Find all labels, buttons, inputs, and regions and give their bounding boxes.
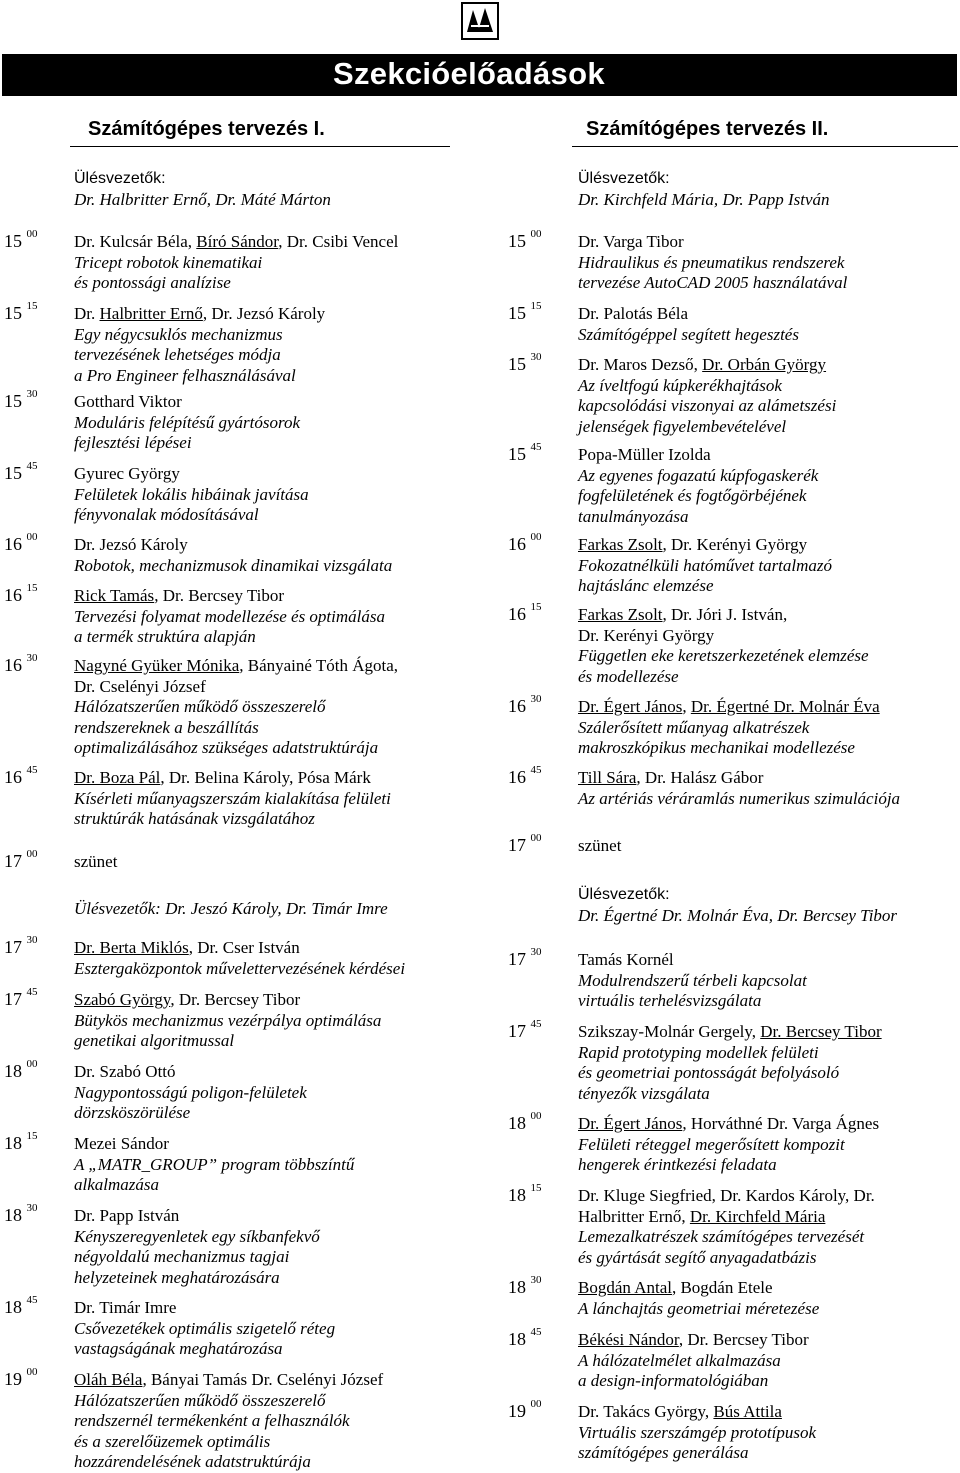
presentation-authors: Till Sára, Dr. Halász Gábor [578,768,764,787]
presentation-authors: Dr. Palotás Béla [578,304,689,323]
session-time [508,693,542,717]
chairs-names: Ülésvezetők: Dr. Jeszó Károly, Dr. Timár Imre [74,899,388,918]
presentation-title: Az artériás véráramlás numerikus szimulációja [578,788,901,808]
presentation-title: Virtuális szerszámgép prototípusok számítógépes generálása [578,1422,817,1462]
presentation-title: A hálózatelmélet alkalmazása a design-informatológiában [578,1350,781,1390]
time-hour: 19 [4,1369,22,1389]
time-hour: 16 [508,767,526,787]
presentation-entry [578,535,958,597]
session-time [4,764,38,788]
session-time [4,652,38,676]
presentation-entry [74,990,494,1052]
session-time [4,1294,38,1318]
presentation-authors: Gyurec György [74,464,180,483]
presentation-entry [578,1022,958,1104]
presentation-authors: Bogdán Antal, Bogdán Etele [578,1278,773,1297]
time-hour: 17 [4,989,22,1009]
session-time [4,848,38,872]
time-hour: 18 [4,1061,22,1081]
presentation-entry [578,232,958,294]
presentation-authors: Tamás Kornél [578,950,674,969]
time-minute: 30 [26,388,38,400]
time-hour: 15 [508,444,526,464]
presentation-authors: Farkas Zsolt, Dr. Jóri J. István, Dr. Kerényi György [578,605,788,645]
presentation-entry [578,1186,958,1268]
presentation-authors: Oláh Béla, Bányai Tamás Dr. Cselényi József [74,1370,384,1389]
time-minute: 15 [530,1182,542,1194]
time-minute: 30 [530,351,542,363]
presentation-entry [578,605,958,687]
time-hour: 17 [508,835,526,855]
chairs-names: Dr. Égertné Dr. Molnár Éva, Dr. Bercsey Tibor [578,906,898,925]
time-minute: 45 [530,764,542,776]
time-hour: 18 [508,1277,526,1297]
session-time [4,228,38,252]
presentation-title: Nagypontosságú poligon-felületek dörzsköszörülése [74,1082,307,1122]
presentation-title: Tricept robotok kinematikai és pontossági analízise [74,252,263,292]
time-hour: 18 [4,1133,22,1153]
time-hour: 18 [508,1329,526,1349]
presentation-title: Tervezési folyamat modellezése és optimálása a termék struktúra alapján [74,606,385,646]
presentation-entry [74,392,494,454]
presentation-title: A lánchajtás geometriai méretezése [578,1298,820,1318]
presentation-title: Lemezalkatrészek számítógépes tervezését és gyártását segítő anyagadatbázis [578,1227,865,1267]
time-minute: 30 [530,1274,542,1286]
time-hour: 19 [508,1401,526,1421]
presentation-title: Egy négycsuklós mechanizmus tervezésének lehetséges módja a Pro Engineer felhasználásával [74,324,296,385]
presentation-authors: Gotthard Viktor [74,392,182,411]
time-minute: 30 [26,934,38,946]
presentation-title: Az íveltfogú kúpkerékhajtások kapcsolódási viszonyai az alámetszési jelenségek figyelembevételével [578,375,837,436]
presentation-title: Független eke keretszerkezetének elemzése és modellezése [578,646,869,686]
presentation-authors: szünet [578,836,622,855]
presentation-entry [578,355,958,437]
presentation-entry [578,1330,958,1392]
time-minute: 30 [530,693,542,705]
time-hour: 18 [4,1205,22,1225]
presentation-title: Kísérleti műanyagszerszám kialakítása felületi struktúrák hatásának vizsgálatához [74,788,391,828]
time-minute: 15 [26,1130,38,1142]
presentation-authors: Szabó György, Dr. Bercsey Tibor [74,990,301,1009]
left-chairs-evening [74,898,388,919]
presentation-entry [74,938,494,979]
presentation-entry [578,304,958,345]
presentation-title: Bütykös mechanizmus vezérpálya optimálása genetikai algoritmussal [74,1010,382,1050]
time-hour: 15 [508,231,526,251]
presentation-authors: Dr. Berta Miklós, Dr. Cser István [74,938,300,957]
time-hour: 16 [508,696,526,716]
time-hour: 18 [4,1297,22,1317]
presentation-entry [578,1278,958,1319]
time-minute: 30 [26,652,38,664]
presentation-entry [74,656,494,759]
presentation-title: Az egyenes fogazatú kúpfogaskerék fogfelületének és fogtőgörbéjének tanulmányozása [578,465,819,526]
chairs-label: Ülésvezetők: [578,886,670,903]
time-hour: 16 [4,655,22,675]
time-hour: 17 [508,949,526,969]
time-minute: 15 [26,300,38,312]
session-time [508,1274,542,1298]
time-minute: 45 [26,1294,38,1306]
time-minute: 45 [530,1326,542,1338]
time-minute: 00 [530,531,542,543]
presentation-authors: Dr. Jezsó Károly [74,535,188,554]
time-minute: 45 [26,764,38,776]
time-hour: 17 [508,1021,526,1041]
presentation-entry [578,768,958,809]
right-chairs-evening [578,884,897,926]
presentation-entry [578,445,958,527]
presentation-title: Felületek lokális hibáinak javítása fényvonalak módosításával [74,484,309,524]
session-time [4,388,38,412]
chairs-label: Ülésvezetők: [74,170,166,187]
presentation-authors: Dr. Takács György, Bús Attila [578,1402,782,1421]
presentation-authors: Mezei Sándor [74,1134,169,1153]
time-hour: 15 [4,231,22,251]
session-time [508,1110,542,1134]
presentation-authors: Dr. Maros Dezső, Dr. Orbán György [578,355,827,374]
time-hour: 15 [4,463,22,483]
presentation-title: Rapid prototyping modellek felületi és geometriai pontosságát befolyásoló tényezők vizsgálata [578,1042,840,1103]
time-minute: 00 [26,531,38,543]
presentation-authors: Dr. Égert János, Horváthné Dr. Varga Ágnes [578,1114,880,1133]
time-hour: 16 [508,604,526,624]
presentation-entry [74,768,494,830]
time-hour: 15 [4,391,22,411]
time-minute: 15 [26,582,38,594]
presentation-entry [74,535,494,576]
session-time [508,764,542,788]
session-time [508,832,542,856]
presentation-authors: szünet [74,852,118,871]
session-time [508,1182,542,1206]
presentation-entry [74,464,494,526]
time-minute: 00 [26,1058,38,1070]
presentation-entry [74,304,494,386]
time-hour: 16 [4,767,22,787]
presentation-authors: Dr. Varga Tibor [578,232,684,251]
presentation-entry [578,1114,958,1176]
time-minute: 15 [530,300,542,312]
time-hour: 18 [508,1185,526,1205]
presentation-title: Hálózatszerűen működő összeszerelő rendszernél termékenként a felhasználók és a szerelőüzemek optimális hozzárendelésének adatstruktúrája [74,1390,350,1471]
publication-logo-icon [461,2,499,40]
presentation-authors: Dr. Papp István [74,1206,180,1225]
presentation-authors: Popa-Müller Izolda [578,445,711,464]
session-time [508,351,542,375]
session-time [4,986,38,1010]
presentation-authors: Dr. Timár Imre [74,1298,177,1317]
presentation-authors: Dr. Égert János, Dr. Égertné Dr. Molnár Éva [578,697,880,716]
presentation-authors: Békési Nándor, Dr. Bercsey Tibor [578,1330,809,1349]
time-minute: 45 [530,1018,542,1030]
time-hour: 16 [508,534,526,554]
presentation-title: Hidraulikus és pneumatikus rendszerek tervezése AutoCAD 2005 használatával [578,252,848,292]
session-time [4,300,38,324]
presentation-title: A „MATR_GROUP” program többszíntű alkalmazása [74,1154,355,1194]
time-minute: 30 [530,946,542,958]
time-minute: 00 [26,1366,38,1378]
left-heading-rule [70,146,450,147]
right-chairs [578,168,830,210]
presentation-title: Fokozatnélküli hatóművet tartalmazó hajtáslánc elemzése [578,555,833,595]
chairs-names: Dr. Halbritter Ernő, Dr. Máté Márton [74,190,331,209]
time-hour: 16 [4,534,22,554]
presentation-entry [74,1062,494,1124]
presentation-entry [578,950,958,1012]
session-time [4,1202,38,1226]
presentation-entry [74,586,494,648]
left-column-heading: Számítógépes tervezés I. [88,118,325,140]
left-chairs [74,168,331,210]
session-time [508,300,542,324]
time-minute: 30 [26,1202,38,1214]
time-minute: 00 [530,1110,542,1122]
time-hour: 16 [4,585,22,605]
chairs-names: Dr. Kirchfeld Mária, Dr. Papp István [578,190,830,209]
presentation-authors: Dr. Kluge Siegfried, Dr. Kardos Károly, Dr. Halbritter Ernő, Dr. Kirchfeld Mária [578,1186,875,1226]
presentation-authors: Dr. Boza Pál, Dr. Belina Károly, Pósa Márk [74,768,371,787]
time-minute: 00 [26,848,38,860]
presentation-entry [74,232,494,294]
presentation-entry [578,1402,958,1464]
presentation-entry [578,697,958,759]
presentation-entry [74,1298,494,1360]
presentation-title: Csővezetékek optimális szigetelő réteg vastagságának meghatározása [74,1318,336,1358]
time-hour: 15 [508,303,526,323]
time-hour: 15 [508,354,526,374]
time-hour: 15 [4,303,22,323]
time-minute: 45 [26,460,38,472]
presentation-title: Számítógéppel segített hegesztés [578,324,799,344]
chairs-label: Ülésvezetők: [578,170,670,187]
time-minute: 00 [530,228,542,240]
session-time [508,946,542,970]
time-minute: 45 [530,441,542,453]
time-minute: 00 [530,832,542,844]
presentation-authors: Dr. Kulcsár Béla, Bíró Sándor, Dr. Csibi Vencel [74,232,399,251]
presentation-authors: Dr. Szabó Ottó [74,1062,176,1081]
presentation-authors: Farkas Zsolt, Dr. Kerényi György [578,535,808,554]
session-time [508,1326,542,1350]
presentation-entry [74,1206,494,1288]
presentation-title: Felületi réteggel megerősített kompozit hengerek érintkezési feladata [578,1134,845,1174]
presentation-authors: Dr. Halbritter Ernő, Dr. Jezsó Károly [74,304,326,323]
presentation-entry [74,1370,494,1473]
session-time [4,582,38,606]
presentation-title: Kényszeregyenletek egy síkbanfekvő négyoldalú mechanizmus tagjai helyzeteinek meghatározására [74,1226,320,1287]
presentation-title: Esztergaközpontok művelettervezésének kérdései [74,958,406,978]
session-time [508,228,542,252]
session-time [508,601,542,625]
presentation-title: Szálerősített műanyag alkatrészek makroszkópikus mechanikai modellezése [578,717,855,757]
time-minute: 00 [26,228,38,240]
presentation-entry [74,852,494,873]
presentation-authors: Szikszay-Molnár Gergely, Dr. Bercsey Tibor [578,1022,882,1041]
session-time [4,1130,38,1154]
right-heading-rule [572,146,958,147]
session-time [4,531,38,555]
session-time [4,1058,38,1082]
session-time [508,1018,542,1042]
presentation-title: Robotok, mechanizmusok dinamikai vizsgálata [74,555,393,575]
session-time [508,441,542,465]
time-minute: 45 [26,986,38,998]
presentation-authors: Nagyné Gyüker Mónika, Bányainé Tóth Ágota, Dr. Cselényi József [74,656,399,696]
presentation-entry [578,836,958,857]
time-hour: 17 [4,851,22,871]
presentation-title: Moduláris felépítésű gyártósorok fejlesztési lépései [74,412,301,452]
session-time [508,1398,542,1422]
session-time [508,531,542,555]
presentation-title: Hálózatszerűen működő összeszerelő rendszereknek a beszállítás optimalizálásához szükséges adatstruktúrája [74,697,379,757]
presentation-title: Modulrendszerű térbeli kapcsolat virtuális terhelésvizsgálata [578,970,807,1010]
time-minute: 15 [530,601,542,613]
session-time [4,1366,38,1390]
presentation-authors: Rick Tamás, Dr. Bercsey Tibor [74,586,285,605]
time-minute: 00 [530,1398,542,1410]
time-hour: 17 [4,937,22,957]
session-time [4,934,38,958]
page-title: Szekcióelőadások [333,56,605,91]
presentation-entry [74,1134,494,1196]
time-hour: 18 [508,1113,526,1133]
right-column-heading: Számítógépes tervezés II. [586,118,829,140]
session-time [4,460,38,484]
